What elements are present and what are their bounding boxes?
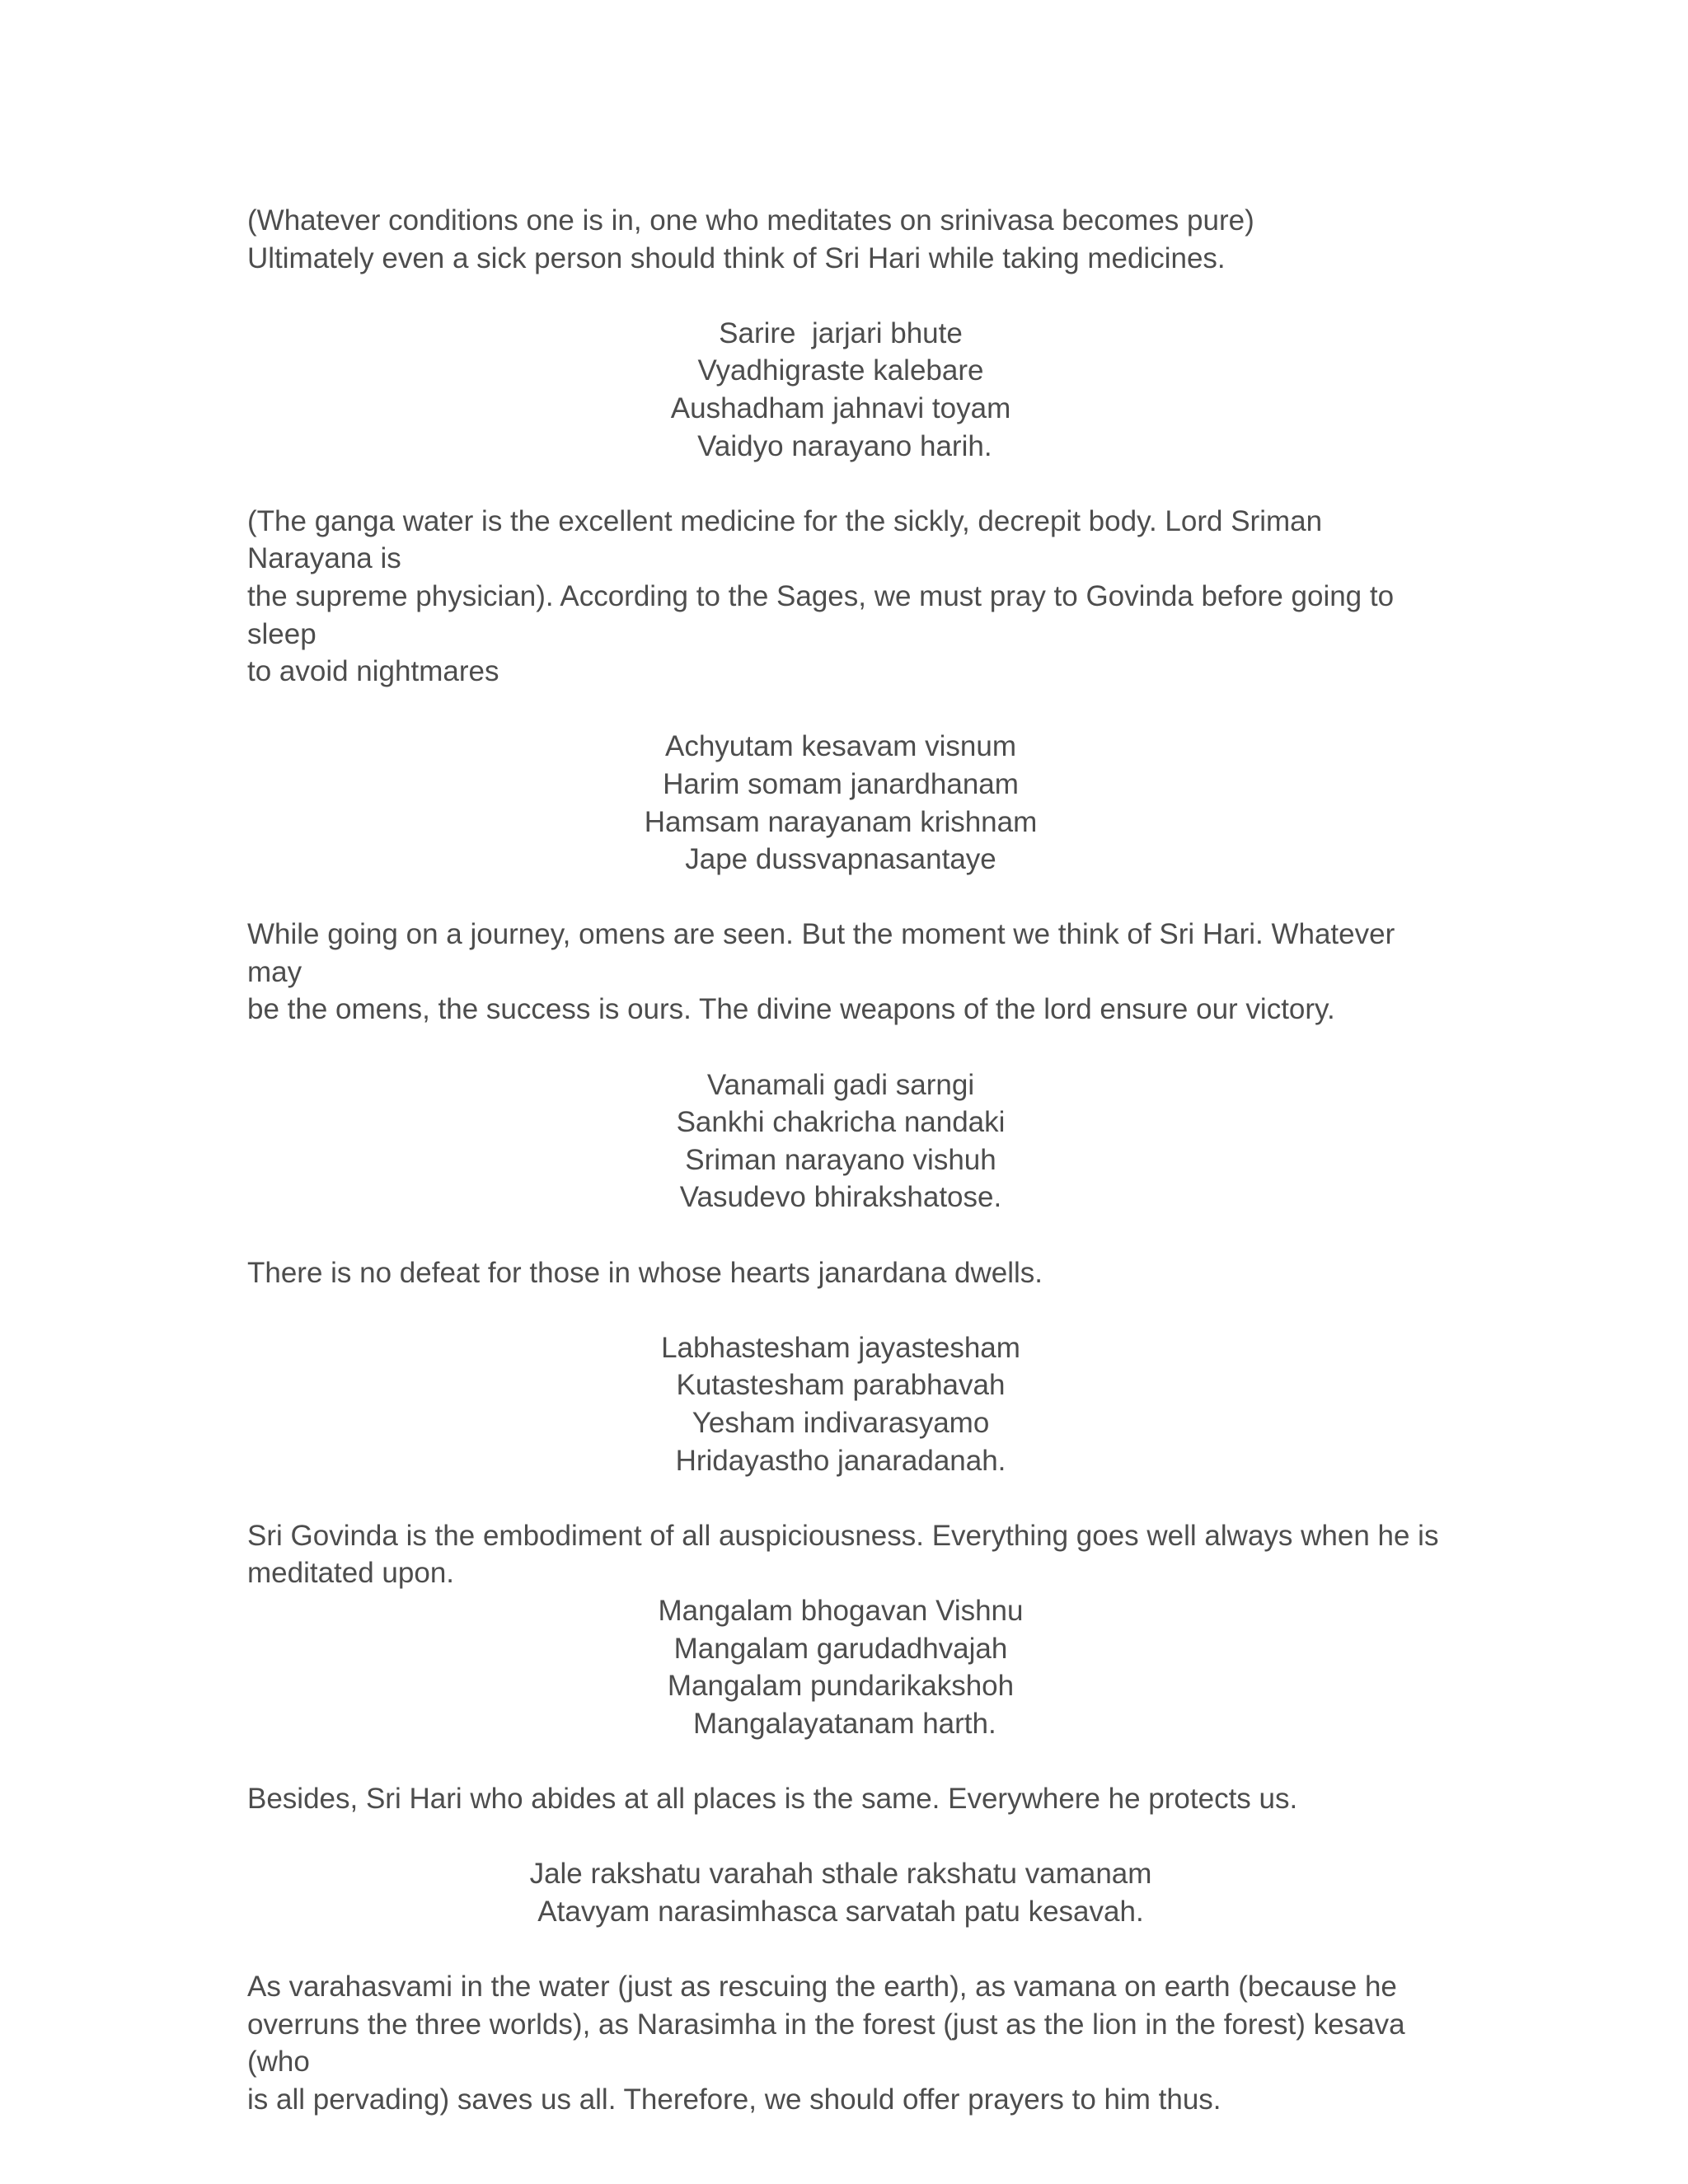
verse-line: Vaidyo narayano harih.	[689, 429, 992, 462]
paragraph-spacer	[247, 1479, 1451, 1517]
paragraph-line: to avoid nightmares	[247, 655, 499, 688]
verse-line: Kutastesham parabhavah	[676, 1369, 1006, 1402]
verse-line: Vyadhigraste kalebare	[697, 354, 984, 387]
verse-line: Mangalam garudadhvajah	[673, 1632, 1008, 1665]
verse-line: Hridayastho janaradanah.	[675, 1444, 1006, 1477]
paragraph-spacer	[247, 1930, 1451, 1968]
verse-line: Mangalam pundarikakshoh	[667, 1670, 1015, 1703]
verse-block	[247, 1066, 1434, 1216]
paragraph-line: Sri Govinda is the embodiment of all auspiciousness. Everything goes well always when he is	[247, 1519, 1439, 1552]
paragraph-line: There is no defeat for those in whose hearts janardana dwells.	[247, 1256, 1043, 1289]
paragraph-line: (Whatever conditions one is in, one who meditates on srinivasa becomes pure)	[247, 204, 1254, 237]
paragraph-spacer	[247, 277, 1451, 315]
body-paragraph	[247, 1517, 1451, 1592]
paragraph-spacer	[247, 465, 1451, 503]
verse-line: Jape dussvapnasantaye	[685, 843, 996, 876]
paragraph-line: the supreme physician). According to the Sages, we must pray to Govinda before going to sleep	[247, 579, 1402, 650]
body-paragraph	[247, 1254, 1451, 1292]
verse-block	[247, 315, 1434, 465]
document-page	[247, 202, 1451, 2118]
paragraph-spacer	[247, 1742, 1451, 1780]
paragraph-line: is all pervading) saves us all. Therefore, we should offer prayers to him thus.	[247, 2083, 1221, 2116]
body-paragraph	[247, 916, 1451, 1029]
body-paragraph	[247, 202, 1451, 277]
verse-block	[247, 1855, 1434, 1930]
paragraph-line: Ultimately even a sick person should think of Sri Hari while taking medicines.	[247, 241, 1226, 274]
verse-line: Sankhi chakricha nandaki	[676, 1106, 1006, 1139]
verse-line: Labhastesham jayastesham	[661, 1331, 1020, 1364]
paragraph-spacer	[247, 1291, 1451, 1329]
verse-line: Jale rakshatu varahah sthale rakshatu vamanam	[529, 1858, 1152, 1891]
paragraph-line: (The ganga water is the excellent medicine for the sickly, decrepit body. Lord Sriman Narayana is	[247, 504, 1330, 575]
paragraph-spacer	[247, 1029, 1451, 1066]
verse-block	[247, 1592, 1434, 1742]
verse-block	[247, 728, 1434, 878]
paragraph-line: meditated upon.	[247, 1557, 455, 1590]
paragraph-line: overruns the three worlds), as Narasimha in the forest (just as the lion in the forest) kesava (who	[247, 2008, 1414, 2079]
paragraph-spacer	[247, 1216, 1451, 1254]
paragraph-line: be the omens, the success is ours. The divine weapons of the lord ensure our victory.	[247, 993, 1335, 1026]
verse-line: Vasudevo bhirakshatose.	[679, 1181, 1002, 1214]
verse-line: Atavyam narasimhasca sarvatah patu kesavah.	[537, 1895, 1144, 1928]
paragraph-line: As varahasvami in the water (just as rescuing the earth), as vamana on earth (because he	[247, 1970, 1397, 2003]
verse-line: Hamsam narayanam krishnam	[644, 805, 1038, 838]
verse-line: Aushadham jahnavi toyam	[670, 391, 1011, 424]
paragraph-line: Besides, Sri Hari who abides at all places is the same. Everywhere he protects us.	[247, 1782, 1298, 1815]
body-paragraph	[247, 1968, 1451, 2118]
verse-line: Yesham indivarasyamo	[692, 1407, 990, 1439]
verse-line: Vanamali gadi sarngi	[706, 1068, 975, 1101]
verse-line: Sarire jarjari bhute	[719, 316, 963, 349]
verse-line: Mangalam bhogavan Vishnu	[658, 1594, 1024, 1627]
verse-line: Mangalayatanam harth.	[685, 1707, 996, 1740]
body-paragraph	[247, 1780, 1451, 1818]
paragraph-spacer	[247, 1818, 1451, 1856]
verse-block	[247, 1329, 1434, 1479]
verse-line: Achyutam kesavam visnum	[665, 730, 1016, 763]
verse-line: Harim somam janardhanam	[663, 767, 1019, 800]
paragraph-line: While going on a journey, omens are seen. But the moment we think of Sri Hari. Whatever may	[247, 918, 1403, 988]
paragraph-spacer	[247, 691, 1451, 729]
paragraph-spacer	[247, 879, 1451, 916]
verse-line: Sriman narayano vishuh	[685, 1143, 996, 1176]
body-paragraph	[247, 503, 1451, 691]
